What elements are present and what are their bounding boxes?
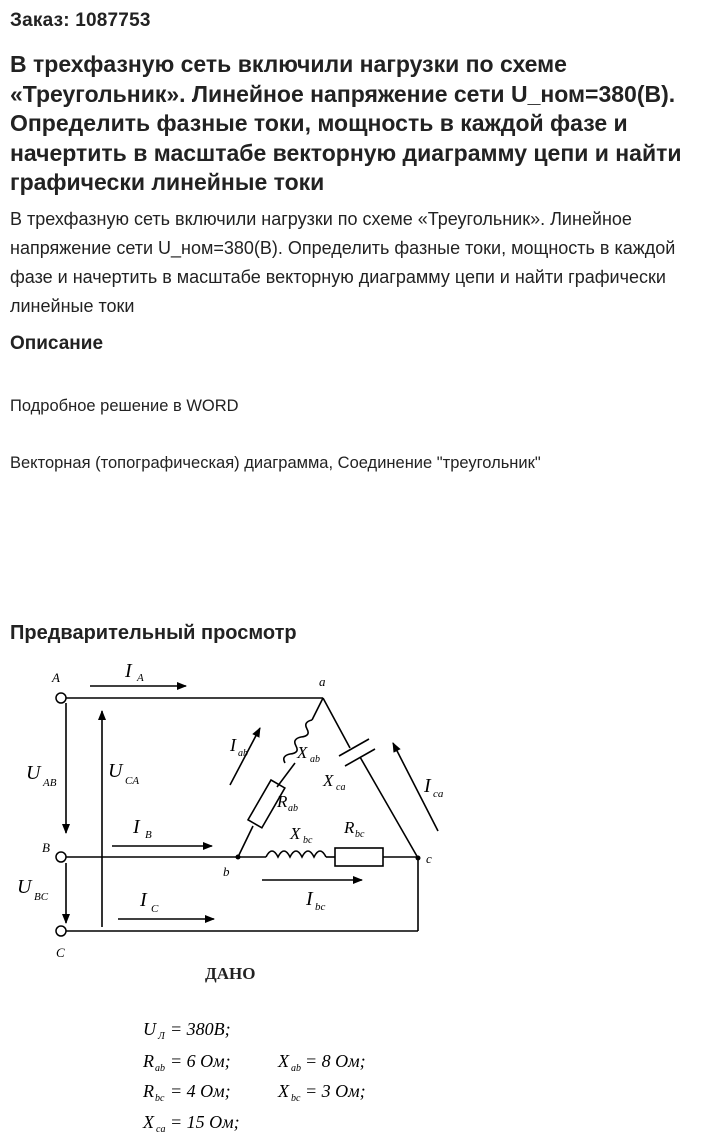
node-b: [236, 855, 241, 860]
label-i-ab: I: [230, 735, 236, 755]
order-number: Заказ: 1087753: [10, 10, 151, 31]
terminal-c: [56, 926, 66, 936]
terminal-b: [56, 852, 66, 862]
given-x-ca: X: [143, 1112, 154, 1132]
capacitor-plate-1: [339, 739, 369, 756]
label-i-bc: I: [306, 888, 313, 910]
label-terminal-c: C: [56, 945, 65, 960]
label-node-a: a: [319, 674, 326, 689]
label-terminal-a: A: [52, 670, 60, 685]
label-x-ca-sub: ca: [336, 782, 346, 793]
task-text: В трехфазную сеть включили нагрузки по схеме «Треугольник». Линейное напряжение сети U_ном=380(В). Определить фазные токи, мощность в каждой фазе и начертить в масштабе векторную диаграмму цепи и найти графически линейные токи: [10, 209, 676, 316]
label-u-ab: U: [26, 762, 41, 784]
label-x-ab-sub: ab: [310, 754, 320, 765]
label-i-a-sub: A: [137, 672, 144, 684]
given-u-line: U: [143, 1019, 156, 1039]
given-x-ab-value: = 8 Ом;: [305, 1051, 366, 1071]
given-x-ca-sub: ca: [156, 1124, 166, 1135]
given-x-ab: X: [278, 1051, 289, 1071]
given-u-line-sub: Л: [158, 1031, 165, 1042]
label-terminal-b: B: [42, 840, 50, 855]
given-r-bc: R: [143, 1081, 154, 1101]
label-node-c: c: [426, 851, 432, 866]
label-u-bc: U: [17, 876, 32, 898]
label-i-c: I: [140, 889, 147, 911]
given-r-bc-value: = 4 Ом;: [170, 1081, 231, 1101]
label-x-ca: X: [323, 771, 334, 790]
given-x-bc-value: = 3 Ом;: [305, 1081, 366, 1101]
given-formulas: [0, 1010, 701, 1148]
label-u-ca-sub: CA: [125, 775, 140, 787]
label-r-ab: R: [277, 792, 288, 811]
description-heading: Описание: [10, 333, 104, 354]
given-x-bc: X: [278, 1081, 289, 1101]
circuit-diagram: [0, 655, 701, 965]
label-i-ab-sub: ab: [238, 748, 248, 759]
resistor-r-bc: [335, 848, 383, 866]
label-r-bc-sub: bc: [355, 829, 365, 840]
label-x-bc-sub: bc: [303, 835, 313, 846]
label-u-ab-sub: AB: [43, 777, 57, 789]
label-u-bc-sub: BC: [34, 891, 49, 903]
page-title: В трехфазную сеть включили нагрузки по схеме «Треугольник». Линейное напряжение сети U_ном=380(В). Определить фазные токи, мощность в каждой фазе и начертить в масштабе векторную диаграмму цепи и найти графически линейные токи: [10, 51, 682, 195]
label-i-b: I: [133, 816, 140, 838]
terminal-a: [56, 693, 66, 703]
given-heading: ДАНО: [205, 964, 256, 983]
label-u-ca: U: [108, 760, 123, 782]
label-i-b-sub: B: [145, 829, 152, 841]
label-x-ab: X: [297, 743, 308, 762]
given-r-bc-sub: bc: [155, 1093, 165, 1104]
given-x-ab-sub: ab: [291, 1063, 301, 1074]
given-u-line-value: = 380B;: [170, 1019, 231, 1039]
label-i-c-sub: C: [151, 903, 159, 915]
label-x-bc: X: [290, 824, 301, 843]
label-node-b: b: [223, 864, 230, 879]
given-x-ca-value: = 15 Ом;: [170, 1112, 240, 1132]
node-c: [416, 856, 421, 861]
label-i-ca-sub: ca: [433, 788, 444, 800]
label-i-bc-sub: bc: [315, 901, 326, 913]
description-line-1: Подробное решение в WORD: [10, 397, 239, 415]
label-r-bc: R: [344, 818, 355, 837]
label-r-ab-sub: ab: [288, 803, 298, 814]
description-line-2: Векторная (топографическая) диаграмма, Соединение "треугольник": [10, 454, 541, 472]
label-i-a: I: [125, 660, 132, 682]
label-i-ca: I: [424, 775, 431, 797]
given-r-ab: R: [143, 1051, 154, 1071]
given-r-ab-sub: ab: [155, 1063, 165, 1074]
coil-x-bc: [266, 851, 326, 857]
given-x-bc-sub: bc: [291, 1093, 301, 1104]
given-r-ab-value: = 6 Ом;: [170, 1051, 231, 1071]
preview-heading: Предварительный просмотр: [10, 622, 297, 644]
